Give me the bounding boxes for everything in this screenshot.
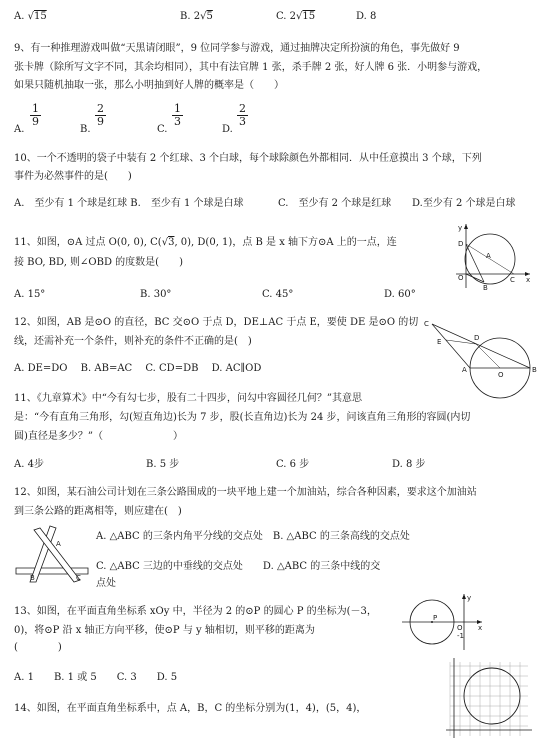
q12a-line-1: 12、如图，AB 是⊙O 的直径，BC 交⊙O 于点 D，DE⊥AC 于点 E，要使 DE 是⊙O 的切 <box>14 317 419 328</box>
q12b-line-2: 到三条公路的距离相等，则应建在( ) <box>14 506 182 517</box>
q9-option-a-fraction <box>30 103 41 128</box>
q11b-option-b: B. 5 步 <box>146 459 180 470</box>
q9-option-b-denominator: 9 <box>97 115 104 128</box>
q12a-segment-od <box>476 344 500 368</box>
q9-option-d-fraction <box>237 103 248 128</box>
q12a-figure <box>424 318 538 400</box>
q9-line-2: 张卡牌（除所写文字不同，其余均相同），其中有法官牌 1 张，杀手牌 2 张，好人牌 6 张．小明参与游戏， <box>14 62 488 73</box>
q9-option-c-numerator: 1 <box>174 102 181 115</box>
q8-option-b-coef: 2 <box>193 11 201 22</box>
q11a-line-1: 11、如图，⊙A 过点 O(0, 0), C(√3, 0), D(0, 1)，点 B 是 x 轴下方⊙A 上的一点，连 <box>14 237 397 248</box>
q11a-segment-bo <box>466 274 484 282</box>
q14-line-1: 14、如图，在平面直角坐标系中，点 A，B，C 的坐标分别为(1，4)，(5，4)， <box>14 703 367 714</box>
q11a-label-d: D <box>458 240 464 248</box>
q9-option-d-numerator: 2 <box>239 102 246 115</box>
q8-option-b-radicand: 5 <box>206 11 213 22</box>
q9-option-a-label: A. <box>14 124 25 135</box>
q12a-line-2: 线，还需补充一个条件，则补充的条件不正确的是( ) <box>14 336 252 347</box>
q11b-option-c: C. 6 步 <box>276 459 310 470</box>
q12b-line-1: 12、如图，某石油公司计划在三条公路围成的一块平地上建一个加油站，综合各种因素，要求这个加油站 <box>14 487 477 498</box>
q10-option-ab: A. 至少有 1 个球是红球 B. 至少有 1 个球是白球 <box>14 198 244 209</box>
q11a-label-b: B <box>483 284 488 292</box>
q12a-label-a: A <box>462 366 467 374</box>
q8-option-d <box>356 10 376 24</box>
q8-option-b-label: B. <box>180 11 191 22</box>
q13-label-x: x <box>478 624 483 632</box>
q13-label-minus1: -1 <box>457 632 464 640</box>
q8-option-c-coef: 2 <box>289 11 297 22</box>
q12a-label-d: D <box>474 334 480 342</box>
q12a-label-e: E <box>437 338 442 346</box>
q13-line-1: 13、如图，在平面直角坐标系 xOy 中，半径为 2 的⊙P 的圆心 P 的坐标为(－3， <box>14 606 377 617</box>
q11b-line-3: 圆)直径是多少？”（ ） <box>14 431 184 442</box>
q14-figure <box>440 656 534 740</box>
q9-option-b-label: B. <box>80 124 91 135</box>
q9-option-d-label: D. <box>222 124 233 135</box>
q13-line-3: ( ) <box>14 642 62 653</box>
q10-option-c: C. 至少有 2 个球是红球 <box>278 198 392 209</box>
q11a-option-c: C. 45° <box>262 289 294 300</box>
q13-label-o: O <box>457 624 463 632</box>
q8-option-d-value: 8 <box>370 11 377 22</box>
q11a-option-a: A. 15° <box>14 289 46 300</box>
q8-option-b: B. 2√5 <box>180 11 213 22</box>
q11a-line-1-pre: 11、如图，⊙A 过点 O(0, 0), C( <box>14 237 162 248</box>
q11a-option-d: D. 60° <box>384 289 416 300</box>
q12a-segment-ac <box>432 324 470 368</box>
q8-option-a-label: A. <box>14 11 25 22</box>
q13-label-y: y <box>467 594 472 602</box>
q8-option-c-radicand: 15 <box>302 11 316 22</box>
q13-y-axis-arrow <box>462 594 466 599</box>
q11a-label-a: A <box>486 252 491 260</box>
q10-line-1: 10、一个不透明的袋子中装有 2 个红球、3 个白球，每个球除颜色外都相同．从中任意摸出 3 个球，下列 <box>14 153 482 164</box>
q10-line-2: 事件为必然事件的是( ) <box>14 171 132 182</box>
q12a-segment-bc <box>432 324 530 368</box>
q11b-line-1: 11、《九章算术》中“今有勾七步，股有二十四步，问勾中容圆径几何？”其意思 <box>14 393 362 404</box>
q9-option-d-denominator: 3 <box>239 115 246 128</box>
q8-option-c: C. 2√15 <box>276 11 316 22</box>
q11b-option-d: D. 8 步 <box>392 459 426 470</box>
q11a-label-c: C <box>510 276 515 284</box>
q11b-line-2: 是：“今有直角三角形，勾(短直角边)长为 7 步，股(长直角边)长为 24 步，问该直角三角形的容圆(内切 <box>14 412 471 423</box>
q12b-option-cd: C. △ABC 三边的中垂线的交点处 D. △ABC 的三条中线的交 <box>96 561 381 572</box>
q11a-figure <box>452 222 532 290</box>
q8-option-a-radicand: 15 <box>33 11 47 22</box>
q11a-label-o: O <box>458 274 464 282</box>
q8-option-c-label: C. <box>276 11 287 22</box>
q12b-option-ab: A. △ABC 的三条内角平分线的交点处 B. △ABC 的三条高线的交点处 <box>96 531 410 542</box>
q10-option-d: D.至少有 2 个球是白球 <box>412 198 516 209</box>
q13-options: A. 1 B. 1 或 5 C. 3 D. 5 <box>14 672 178 683</box>
q9-option-c-label: C. <box>157 124 168 135</box>
q11a-option-b: B. 30° <box>140 289 172 300</box>
q8-option-a: A. √15 <box>14 11 47 22</box>
q13-line-2: 0)，将⊙P 沿 x 轴正方向平移，使⊙P 与 y 轴相切，则平移的距离为 <box>14 625 315 636</box>
q12a-label-o: O <box>498 371 504 379</box>
q11b-option-a: A. 4步 <box>14 459 44 470</box>
q9-option-c-fraction <box>172 103 183 128</box>
q9-option-b-numerator: 2 <box>97 102 104 115</box>
q9-line-3: 如果只随机抽取一张，那么小明抽到好人牌的概率是（ ） <box>14 80 284 91</box>
q8-option-d-label: D. <box>356 11 367 22</box>
q9-option-a-numerator: 1 <box>32 102 39 115</box>
q12a-label-b: B <box>532 366 537 374</box>
q11a-label-y: y <box>458 224 463 232</box>
q9-line-1: 9、有一种推理游戏叫做“天黑请闭眼”，9 位同学参与游戏，通过抽牌决定所扮演的角色，事先做好 9 <box>14 43 460 54</box>
q12b-label-b: B <box>30 574 35 582</box>
q13-figure <box>402 592 482 650</box>
q14-grid <box>450 662 528 736</box>
q11a-label-x: x <box>526 276 531 284</box>
q9-option-c-denominator: 3 <box>174 115 181 128</box>
q11a-line-1-radicand: 3 <box>168 237 175 248</box>
q11a-y-axis-arrow <box>464 224 468 229</box>
q11a-line-1-post: , 0), D(0, 1)，点 B 是 x 轴下方⊙A 上的一点，连 <box>174 237 397 248</box>
q9-option-b-fraction <box>95 103 106 128</box>
q12b-figure <box>16 524 92 582</box>
q9-option-a-denominator: 9 <box>32 115 39 128</box>
q12b-label-c: C <box>76 574 81 582</box>
q12b-option-cd-cont: 点处 <box>96 578 116 589</box>
q12a-label-c: C <box>424 320 429 328</box>
q12b-label-a: A <box>56 540 61 548</box>
q13-label-p: P <box>433 614 438 622</box>
q11a-line-2: 接 BO, BD, 则∠OBD 的度数是( ) <box>14 257 183 268</box>
q12a-options: A. DE=DO B. AB=AC C. CD=DB D. AC∥OD <box>14 363 262 374</box>
